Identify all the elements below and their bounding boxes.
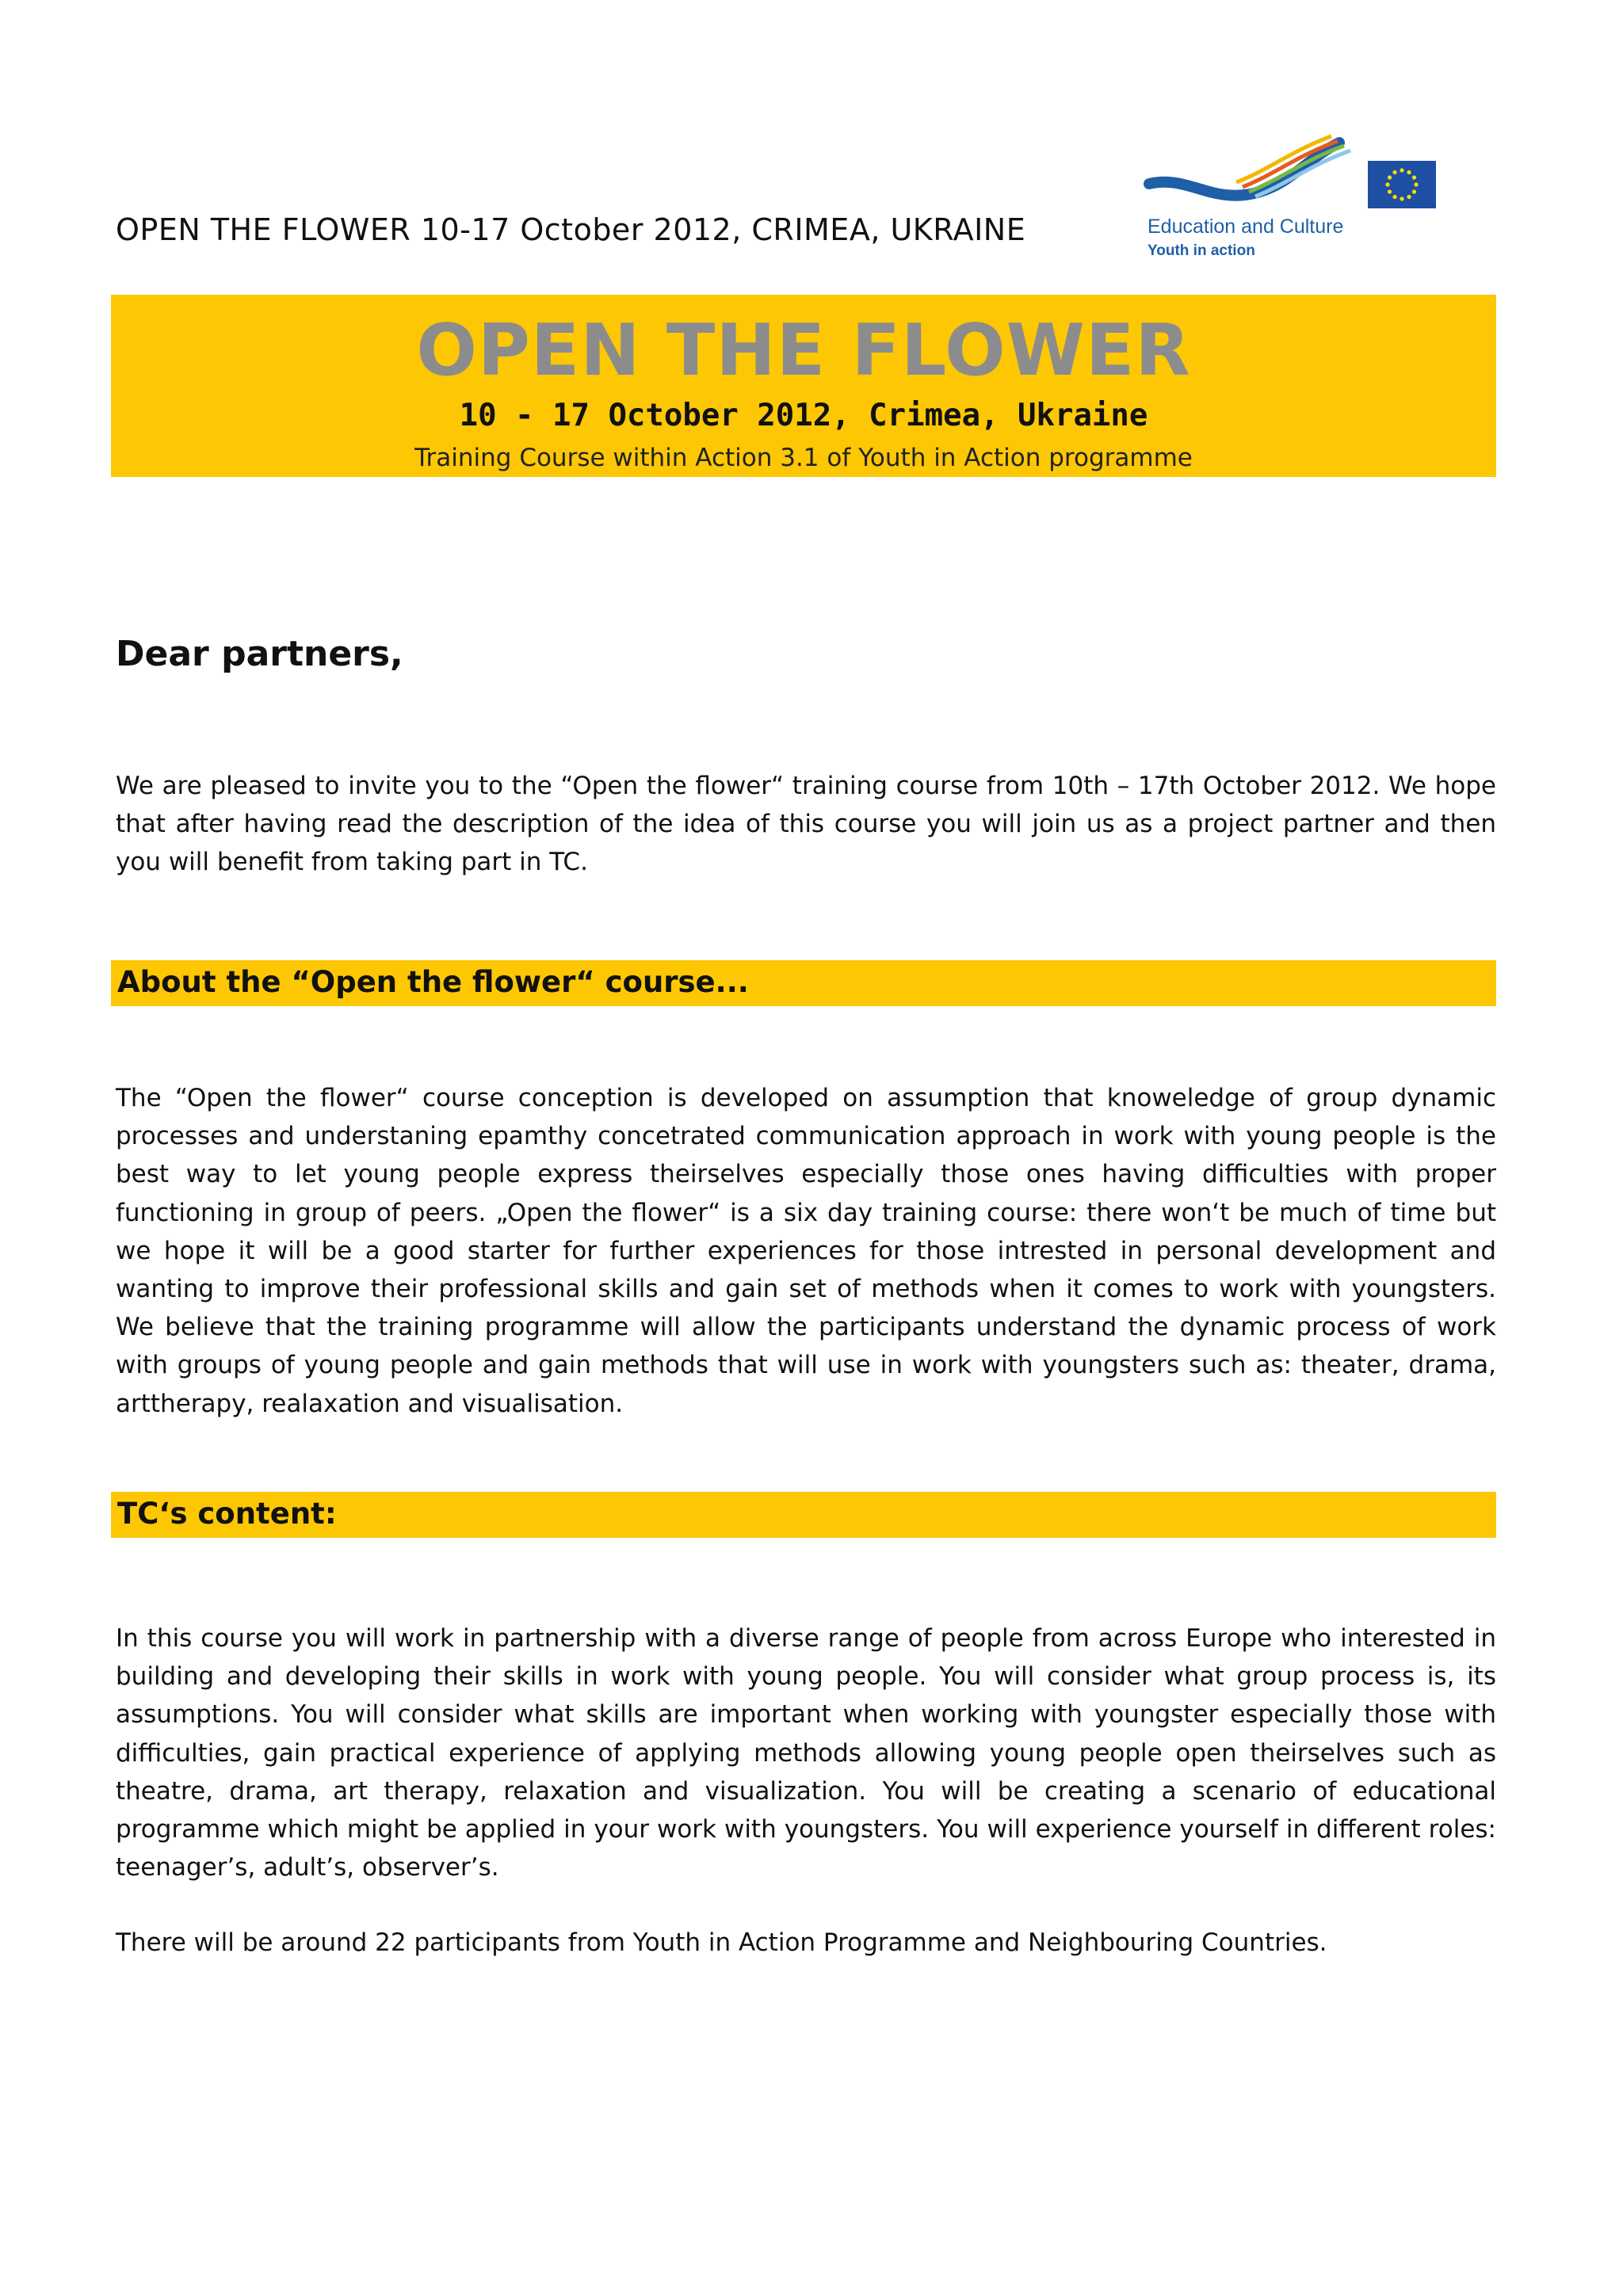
content-section-heading-bar xyxy=(111,1492,1496,1538)
content-paragraph: In this course you will work in partnership with a diverse range of people from across Europe who interested in building and developing their skills in work with young people. You will consider what group process is, its assumptions. You will consider what skills are important when working with youngster especially those with difficulties, gain practical experience of applying methods allowing young people open theirselves such as theatre, drama, art therapy, relaxation and visualization. You will be creating a scenario of educational programme which might be applied in your work with youngsters. You will experience yourself in different roles: teenager’s, adult’s, observer’s. xyxy=(116,1624,1496,1882)
about-section-heading-bar xyxy=(111,960,1496,1006)
about-section-heading: About the “Open the flower“ course... xyxy=(117,965,749,999)
logo-text-youth-in-action: Youth in action xyxy=(1148,242,1255,259)
content-section-heading: TC‘s content: xyxy=(117,1497,337,1531)
document-header: OPEN THE FLOWER 10-17 October 2012, CRIMEA, UKRAINE xyxy=(116,212,1026,247)
intro-paragraph: We are pleased to invite you to the “Open the flower“ training course from 10th – 17th October 2012. We hope that after having read the description of the idea of this course you will join us as a project partner and then you will benefit from taking part in TC. xyxy=(116,772,1496,877)
participants-paragraph: There will be around 22 participants from Youth in Action Programme and Neighbouring Countries. xyxy=(116,1928,1327,1957)
logo-swoosh-icon xyxy=(1141,127,1363,214)
eu-education-culture-logo xyxy=(1141,127,1450,268)
banner-subtitle: Training Course within Action 3.1 of Youth in Action programme xyxy=(414,444,1193,472)
title-banner xyxy=(111,295,1496,477)
about-paragraph: The “Open the flower“ course conception is developed on assumption that knoweledge of group dynamic processes and understaning epamthy concetrated communication approach in work with young people is the best way to let young people express theirselves especially those ones having difficulties with proper functioning in group of peers. „Open the flower“ is a six day training course: there won‘t be much of time but we hope it will be a good starter for further experiences for those intrested in personal development and wanting to improve their professional skills and gain set of methods when it comes to work with youngsters. We believe that the training programme will allow the participants understand the dynamic process of work with groups of young people and gain methods that will use in work with youngsters such as: theater, drama, arttherapy, realaxation and visualisation. xyxy=(116,1084,1496,1418)
logo-text-education-culture: Education and Culture xyxy=(1148,215,1344,238)
banner-title: OPEN THE FLOWER xyxy=(416,309,1191,392)
letter-greeting: Dear partners, xyxy=(116,634,403,674)
eu-flag-icon xyxy=(1368,161,1436,208)
banner-dates: 10 - 17 October 2012, Crimea, Ukraine xyxy=(459,398,1148,433)
